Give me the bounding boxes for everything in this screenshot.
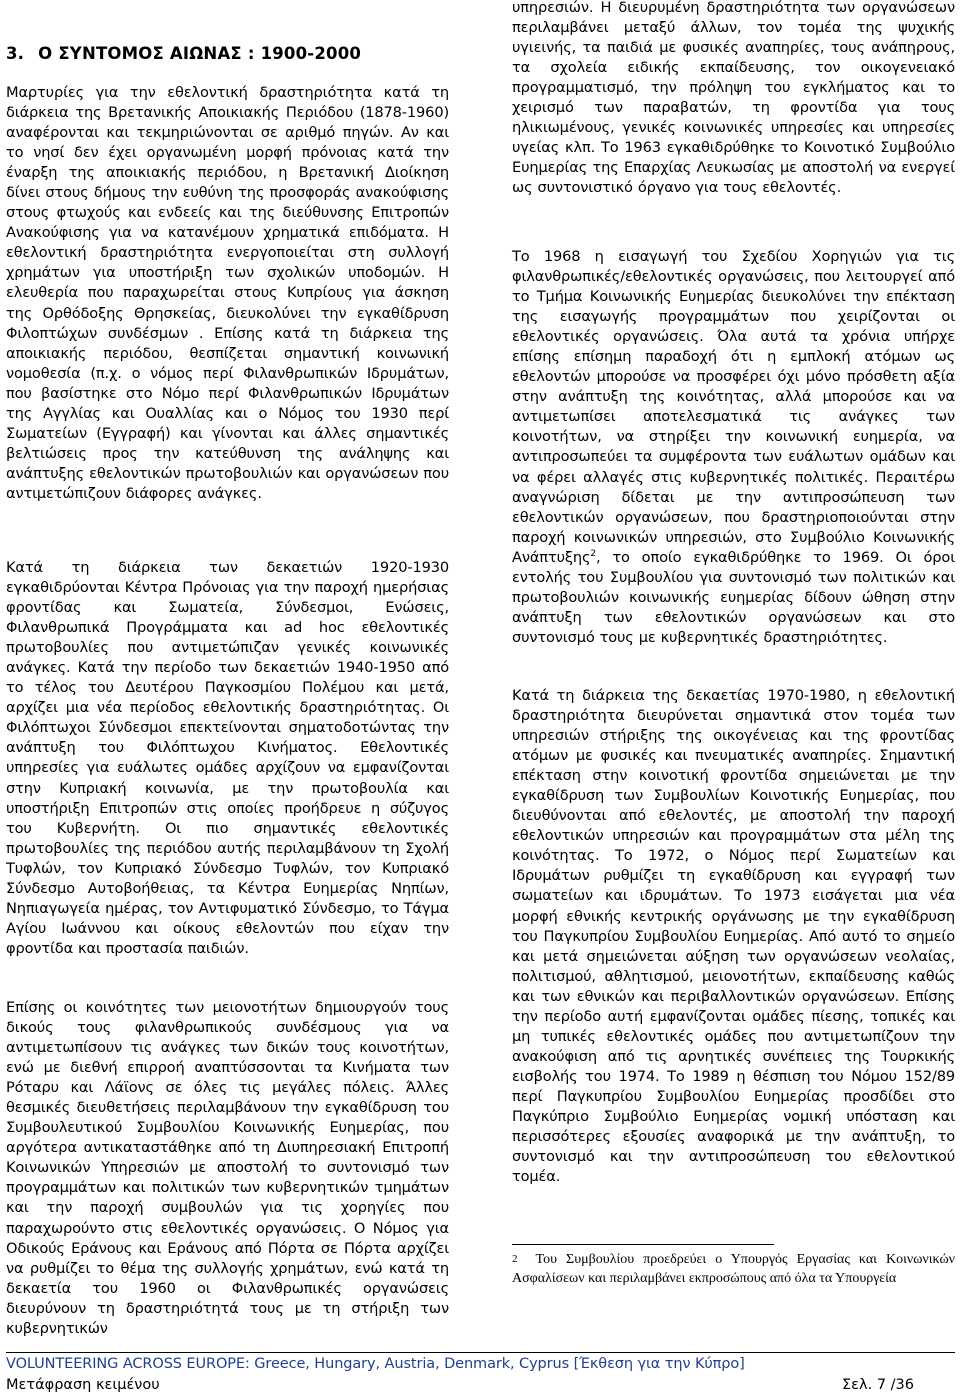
paragraph-1968-part-b: , το οποίο εγκαθιδρύθηκε το 1969. Οι όροι εντολής του Συμβουλίου για συντονισμό των πολιτικών και πρωτοβουλιών κοινωνικής ευημερίας δίδουν ώθηση στην ανάπτυξη των εθελοντικών οργανώσεων και στο συντονισμό τους με κυβερνητικές δραστηριότητες. (512, 548, 955, 646)
paragraph-1968 (512, 247, 955, 648)
section-number: 3. (6, 44, 25, 63)
footer-subtitle: Μετάφραση κειμένου (6, 1377, 160, 1393)
footnote-text: Του Συμβουλίου προεδρεύει ο Υπουργός Εργασίας και Κοινωνικών Ασφαλίσεων και περιλαμβάνει εκπροσώπους από όλα τα Υπουργεία (512, 1252, 955, 1286)
footer-title: VOLUNTEERING ACROSS EUROPE: Greece, Hungary, Austria, Denmark, Cyprus [Έκθεση για την Κύπρο] (6, 1356, 745, 1372)
paragraph-1968-part-a: Το 1968 η εισαγωγή του Σχεδίου Χορηγιών για τις φιλανθρωπικές/εθελοντικές οργανώσεις, που λειτουργεί από το Τμήμα Κοινωνικής Ευημερίας διευκολύνει την επέκταση της εισαγωγής προγραμμάτων που χειρίζονται οι εθελοντικές οργανώσεις. Όλα αυτά τα χρόνια υπήρχε επίσης επίσημη παραδοχή ότι η εμπλοκή ατόμων ως εθελοντών μπορούσε να προσφέρει όχι μόνο πρόσθετη αξία στην ανάπτυξη της κοινότητας, αλλά μπορούσε και να αντιμετωπίσει αποτελεσματικά τις ανάγκες των κοινοτήτων, να στηρίξει την κοινωνική ευημερία, να αντιπροσωπεύει τα συμφέροντα των ευάλωτων ομάδων και να φέρει αλλαγές στις κυβερνητικές πολιτικές. Περαιτέρω αναγνώριση δίδεται με την αντιπροσώπευση των εθελοντικών οργανώσεων, που δραστηριοποιούνται στην παροχή κοινωνικών υπηρεσιών, στο Συμβούλιο Κοινωνικής Ανάπτυξης (512, 248, 955, 566)
paragraph-services-1960s: υπηρεσιών. Η διευρυμένη δραστηριότητα των οργανώσεων περιλαμβάνει μεταξύ άλλων, τον τομέα της ψυχικής υγιεινής, τα παιδιά με φυσικές αναπηρίες, τους ανάπηρους, τα σχολεία ειδικής εκπαίδευσης, τον οικογενειακό προγραμματισμό, την πρόληψη του εγκλήματος και το χειρισμό των παραβατών, τη φροντίδα για τους ηλικιωμένους, γενικές κοινωνικές υπηρεσίες και υπηρεσίες υγείας κλπ. Το 1963 εγκαθιδρύθηκε το Κοινοτικό Συμβούλιο Ευημερίας της Επαρχίας Λευκωσίας με αποστολή να ενεργεί ως συντονιστικό όργανο για τους εθελοντές. (512, 0, 955, 197)
section-heading (6, 44, 361, 63)
page-number: Σελ. 7 /36 (842, 1377, 914, 1393)
footnote-reference[interactable]: 2 (590, 548, 596, 559)
paragraph-1920-1950: Κατά τη διάρκεια των δεκαετιών 1920-1930 εγκαθιδρύονται Κέντρα Πρόνοιας για την παροχή ημερήσιας φροντίδας και Σωματεία, Σύνδεσμοι, Ενώσεις, Φιλανθρωπικά Προγράμματα και ad hoc εθελοντικές πρωτοβουλίες που αντιμετώπιζαν γενικές κοινωνικές ανάγκες. Κατά την περίοδο των δεκαετιών 1940-1950 από το τέλος του Δευτέρου Παγκοσμίου Πολέμου και μετά, αρχίζει μια νέα περίοδος εθελοντικής δραστηριότητας. Οι Φιλόπτωχοι Σύνδεσμοι επεκτείνονται σηματοδοτώντας την ανάπτυξη του Φιλόπτωχου Κινήματος. Εθελοντικές υπηρεσίες για ευάλωτες ομάδες αρχίζουν να εμφανίζονται στην Κυπριακή κοινωνία, με την πρωτοβουλία και υποστήριξη Επιτροπών στις οποίες προήδρευε η σύζυγος του Κυβερνήτη. Οι πιο σημαντικές εθελοντικές πρωτοβουλίες της περιόδου αυτής περιλαμβάνουν τη Σχολή Τυφλών, τον Κυπριακό Σύνδεσμο Τυφλών, τον Κυπριακό Σύνδεσμο Αυτοβοήθειας, τα Κέντρα Ευημερίας Νηπίων, Νηπιαγωγεία ημέρας, τον Αντιφυματικό Σύνδεσμο, το Τάγμα Αγίου Ιωάννου και οίκους εθελοντών που είχαν την φροντίδα και προστασία παιδιών. (6, 559, 449, 957)
paragraph-colonial-period: Μαρτυρίες για την εθελοντική δραστηριότητα κατά τη διάρκεια της Βρετανικής Αποικιακής Περιόδου (1878-1960) αναφέρονται και τεκμηριώνονται σε αριθμό πηγών. Αν και το νησί δεν έχει οργανωμένη μορφή πρόνοιας κατά την έναρξη της αποικιακής περιόδου, η Βρετανική Διοίκηση δίνει στους δήμους την ευθύνη της προσφοράς ανακούφισης στους φτωχούς και ενδεείς και της διεύθυνσης Επιτροπών Ανακούφισης για να κατανέμουν χρηματικά επιδόματα. Η εθελοντική δραστηριότητα ενεργοποιείται στη συλλογή χρημάτων για υποστήριξη των σχολικών υποδομών. Η ελευθερία που παραχωρείται στους Κυπρίους για άσκηση της Ορθόδοξης Θρησκείας, διευκολύνει την εγκαθίδρυση Φιλοπτώχων συνδέσμων . Επίσης κατά τη διάρκεια της αποικιακής περιόδου, θεσπίζεται σημαντική κοινωνική νομοθεσία (π.χ. ο νόμος περί Φιλανθρωπικών Ιδρυμάτων, που βασίστηκε στο Νόμο περί Φιλανθρωπικών Ιδρυμάτων της Αγγλίας και Ουαλλίας και ο Νόμος του 1930 περί Σωματείων (Εγγραφή) και γίνονται και άλλες σημαντικές βελτιώσεις προς την κατεύθυνση της ανάληψης και ανάπτυξης εθελοντικών πρωτοβουλιών και οργανώσεων που αντιμετώπιζουν διάφορες ανάγκες. (6, 84, 449, 502)
paragraph-1970-1980: Κατά τη διάρκεια της δεκαετίας 1970-1980, η εθελοντική δραστηριότητα διευρύνεται σημαντικά στον τομέα των υπηρεσιών στήριξης της οικογένειας και της φροντίδας ατόμων με φυσικές και πνευματικές αναπηρίες. Σημαντική επέκταση στην κοινοτική φροντίδα σημειώνεται με την εγκαθίδρυση των Συμβουλίων Κοινοτικής Ευημερίας, που διευθύνονται από εθελοντές, με αποστολή την παροχή εθελοντικών υπηρεσιών και προγραμμάτων στα μέλη της κοινότητας. Το 1972, ο Νόμος περί Σωματείων και Ιδρυμάτων ρυθμίζει τη εγκαθίδρυση και εγγραφή των σωματείων και ιδρυμάτων. Το 1973 εισάγεται μια νέα μορφή εθνικής κεντρικής οργάνωσης με την εγκαθίδρυση του Παγκυπρίου Συμβουλίου Ευημερίας. Από αυτό το σημείο και μετά σημειώνεται αύξηση των οργανώσεων νεολαίας, πολιτισμού, αθλητισμού, μειονοτήτων, εκπαίδευσης καθώς και των εθνικών και περιβαλλοντικών οργανώσεων. Επίσης την περίοδο αυτή εμφανίζονται ομάδες πίεσης, τοπικές και μη τυπικές εθελοντικές ομάδες που αντιμετωπίζουν την ανακούφιση από τις αρνητικές συνέπειες της Τουρκικής εισβολής του 1974. Το 1989 η θέσπιση του Νόμου 152/89 περί Παγκυπρίου Συμβουλίου Ευημερίας προσδίδει στο Παγκύπριο Συμβούλιο Ευημερίας νομική υπόσταση και περισσότερες εξουσίες αναφορικά με την ανάπτυξη, το συντονισμό και την αντιπροσώπευση του εθελοντικού τομέα. (512, 687, 955, 1186)
footer-rule (6, 1352, 955, 1353)
section-title: Ο ΣΥΝΤΟΜΟΣ ΑΙΩΝΑΣ : 1900-2000 (38, 44, 362, 63)
footnote-mark: 2 (512, 1253, 518, 1265)
footnote (512, 1251, 955, 1288)
footnote-separator (512, 1244, 774, 1245)
paragraph-minorities: Επίσης οι κοινότητες των μειονοτήτων δημιουργούν τους δικούς τους φιλανθρωπικούς συνδέσμους για να αντιμετωπίσουν τις ανάγκες των δικών τους κοινοτήτων, ενώ με διεθνή επιρροή αναπτύσσονται τα Κινήματα των Ρόταρυ και Λάϊονς σε όλες τις μεγάλες πόλεις. Άλλες θεσμικές διευθετήσεις περιλαμβάνουν την εγκαθίδρυση του Συμβουλευτικού Συμβουλίου Κοινωνικής Ευημερίας, που αργότερα αντικαταστάθηκε από τη Διυπηρεσιακή Επιτροπή Κοινωνικών Υπηρεσιών με αποστολή το συντονισμό των προγραμμάτων και πολιτικών των κυβερνητικών τμημάτων και την παροχή συμβουλών για τις χορηγίες που παραχωρούντο στις εθελοντικές οργανώσεις. Ο Νόμος για Οδικούς Εράνους και Εράνους από Πόρτα σε Πόρτα αρχίζει να ρυθμίζει το θέμα της συλλογής χρημάτων, ενώ κατά τη δεκαετία του 1960 οι Φιλανθρωπικές οργανώσεις διευρύνουν τη δραστηριότητά τους με τη στήριξη των κυβερνητικών (6, 999, 449, 1337)
